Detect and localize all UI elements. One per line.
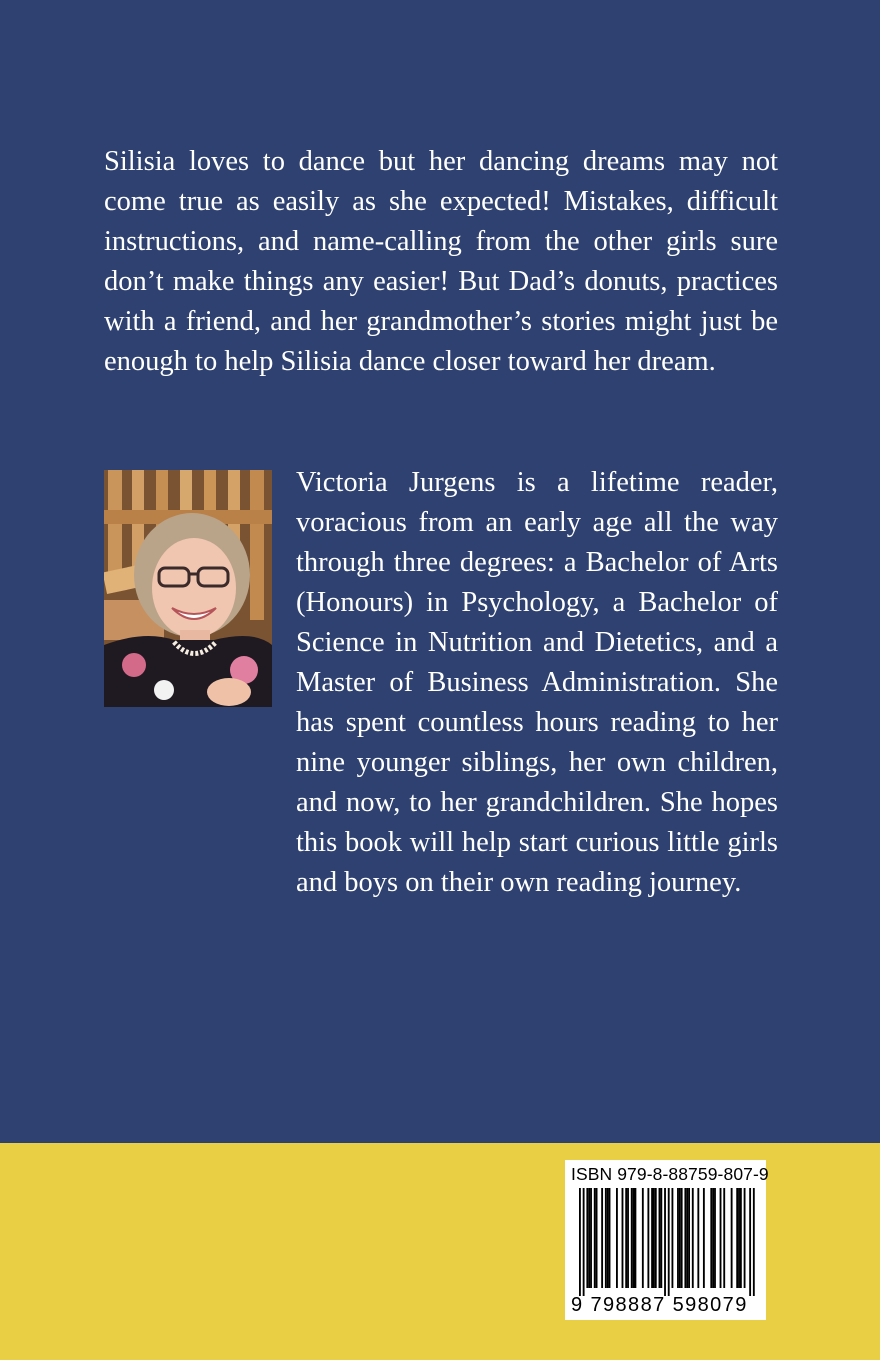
barcode-bar <box>594 1188 596 1288</box>
barcode-bar <box>631 1188 633 1288</box>
barcode-bar <box>686 1188 688 1288</box>
barcode-bar <box>625 1188 627 1288</box>
barcode-bar <box>647 1188 649 1288</box>
barcode-bar <box>642 1188 644 1288</box>
barcode-bar <box>736 1188 738 1288</box>
barcode-bar <box>607 1188 609 1288</box>
book-blurb: Silisia loves to dance but her dancing dreams may not come true as easily as she expected! Mistakes, difficult instructions, and name-calling from the other girls sure don’t make things any easier! But Dad’s donuts, practices with a friend, and her grandmother’s stories might just be enough to help Silisia dance closer toward her dream. <box>104 146 778 377</box>
barcode-bar <box>753 1188 755 1296</box>
barcode-bar <box>679 1188 681 1288</box>
author-bio: Victoria Jurgens is a lifetime reader, voracious from an early age all the way through three degrees: a Bachelor of Arts (Honours) in Psychology, a Bachelor of Science in Nutrition and Dietetics, and a Master of Business Administration. She has spent countless hours reading to her nine younger siblings, her own children, and now, to her grandchildren. She hopes this book will help start curious little girls and boys on their own reading journey. <box>296 467 778 898</box>
barcode-bar <box>616 1188 618 1288</box>
barcode-bar <box>720 1188 722 1288</box>
barcode-bar <box>697 1188 699 1288</box>
barcode-bar <box>588 1188 590 1288</box>
barcode-bar <box>723 1188 725 1288</box>
barcode-bar <box>681 1188 683 1288</box>
barcode-bar <box>744 1188 746 1288</box>
barcode-bar <box>627 1188 629 1288</box>
barcode-bar <box>583 1188 585 1296</box>
barcode-bar <box>703 1188 705 1288</box>
barcode-bar <box>692 1188 694 1288</box>
barcode-bar <box>738 1188 740 1288</box>
barcode-bar <box>635 1188 637 1288</box>
barcode-bar <box>731 1188 733 1288</box>
barcode-bar <box>622 1188 624 1288</box>
barcode-bar <box>579 1188 581 1296</box>
barcode-bar <box>609 1188 611 1288</box>
barcode-bar <box>677 1188 679 1288</box>
barcode-bar <box>672 1188 674 1288</box>
barcode-bar <box>749 1188 751 1296</box>
barcode-bar <box>653 1188 655 1288</box>
author-photo <box>104 470 272 707</box>
barcode-bar <box>590 1188 592 1288</box>
barcode-bar <box>710 1188 712 1288</box>
barcode-bar <box>659 1188 661 1288</box>
barcode-bar <box>688 1188 690 1288</box>
barcode-bar <box>601 1188 603 1288</box>
barcode-bar <box>660 1188 662 1288</box>
barcode-bar <box>655 1188 657 1288</box>
barcode-bar <box>633 1188 635 1288</box>
barcode-bar <box>596 1188 598 1288</box>
isbn-barcode <box>565 1160 769 1320</box>
isbn-digits: 9 798887 598079 <box>571 1294 748 1316</box>
barcode-bar <box>740 1188 742 1288</box>
barcode-bar <box>586 1188 588 1288</box>
barcode-bar <box>605 1188 607 1288</box>
barcode-bar <box>684 1188 686 1288</box>
author-photo-image <box>104 470 272 707</box>
isbn-label: ISBN 979-8-88759-807-9 <box>571 1164 769 1184</box>
barcode-bar <box>668 1188 670 1296</box>
barcode-bar <box>664 1188 666 1296</box>
barcode-bar <box>714 1188 716 1288</box>
barcode-bar <box>712 1188 714 1288</box>
barcode-bar <box>651 1188 653 1288</box>
